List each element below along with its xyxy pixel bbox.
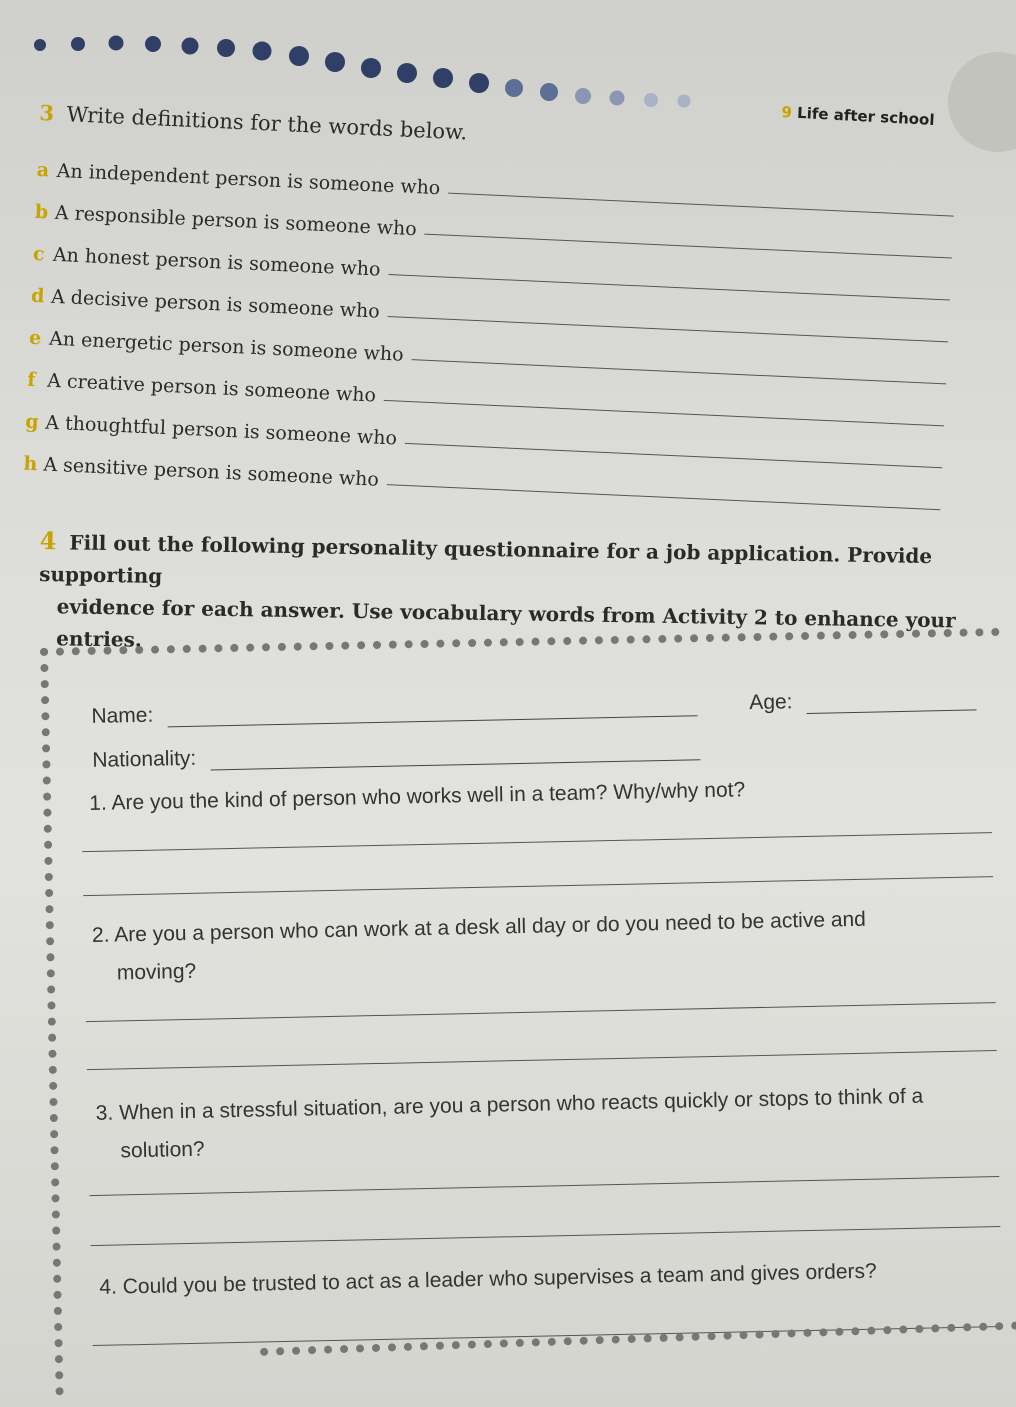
answer-line[interactable] — [86, 1002, 996, 1022]
age-row — [749, 686, 976, 715]
question-2-text-1: 2. Are you a person who can work at a desk all day or do you need to be active and — [91, 907, 867, 947]
exercise-3-instruction-text: Write definitions for the words below. — [66, 102, 468, 145]
item-prompt: An independent person is someone who — [56, 159, 441, 200]
item-prompt: A responsible person is someone who — [54, 201, 418, 241]
question-3 — [95, 1076, 996, 1171]
item-letter: d — [30, 284, 45, 308]
unit-title-text: Life after school — [796, 103, 935, 129]
question-4 — [99, 1250, 1000, 1307]
unit-number: 9 — [781, 103, 793, 122]
question-1 — [89, 766, 990, 823]
item-prompt: A thoughtful person is someone who — [44, 411, 398, 450]
answer-line[interactable] — [82, 832, 992, 852]
item-letter: e — [28, 326, 42, 350]
question-3-text-2: solution? — [120, 1137, 205, 1163]
item-prompt: A decisive person is someone who — [50, 285, 381, 323]
item-letter: b — [34, 200, 49, 224]
exercise-4-line-2: evidence for each answer. Use vocabulary words from Activity 2 to enhance your entries. — [56, 594, 956, 652]
answer-line[interactable] — [91, 1226, 1001, 1246]
item-letter: g — [24, 410, 40, 434]
item-prompt: A creative person is someone who — [46, 369, 377, 407]
answer-line[interactable] — [387, 483, 941, 510]
item-letter: h — [22, 452, 38, 476]
exercise-3-number: 3 — [38, 100, 55, 126]
answer-line[interactable] — [83, 876, 993, 896]
nationality-label: Nationality: — [92, 746, 197, 772]
exercise-4-number: 4 — [39, 525, 57, 556]
answer-line[interactable] — [89, 1176, 999, 1196]
item-letter: c — [32, 242, 46, 266]
exercise-4-instruction-text-1: Fill out the following personality questionnaire for a job application. Provide supporting — [39, 530, 933, 588]
nationality-field[interactable] — [210, 739, 700, 770]
name-field[interactable] — [167, 695, 697, 727]
question-2-text-2: moving? — [116, 959, 197, 985]
nationality-row — [92, 736, 700, 773]
question-2 — [92, 898, 993, 993]
exercise-3 — [23, 100, 979, 517]
age-field[interactable] — [806, 689, 976, 714]
age-label: Age: — [749, 690, 793, 715]
name-label: Name: — [91, 703, 154, 728]
answer-line[interactable] — [87, 1050, 997, 1070]
item-prompt: An energetic person is someone who — [48, 327, 405, 366]
question-1-text: 1. Are you the kind of person who works well in a team? Why/why not? — [89, 778, 746, 815]
item-prompt: A sensitive person is someone who — [42, 453, 380, 491]
question-4-text: 4. Could you be trusted to act as a leader who supervises a team and gives orders? — [99, 1259, 877, 1299]
item-letter: f — [26, 368, 36, 392]
item-prompt: An honest person is someone who — [52, 243, 381, 281]
name-row — [91, 692, 697, 729]
item-letter: a — [36, 158, 50, 182]
questionnaire-form — [40, 628, 1015, 1396]
question-3-text-1: 3. When in a stressful situation, are you a person who reacts quickly or stops to think of a — [95, 1084, 924, 1125]
